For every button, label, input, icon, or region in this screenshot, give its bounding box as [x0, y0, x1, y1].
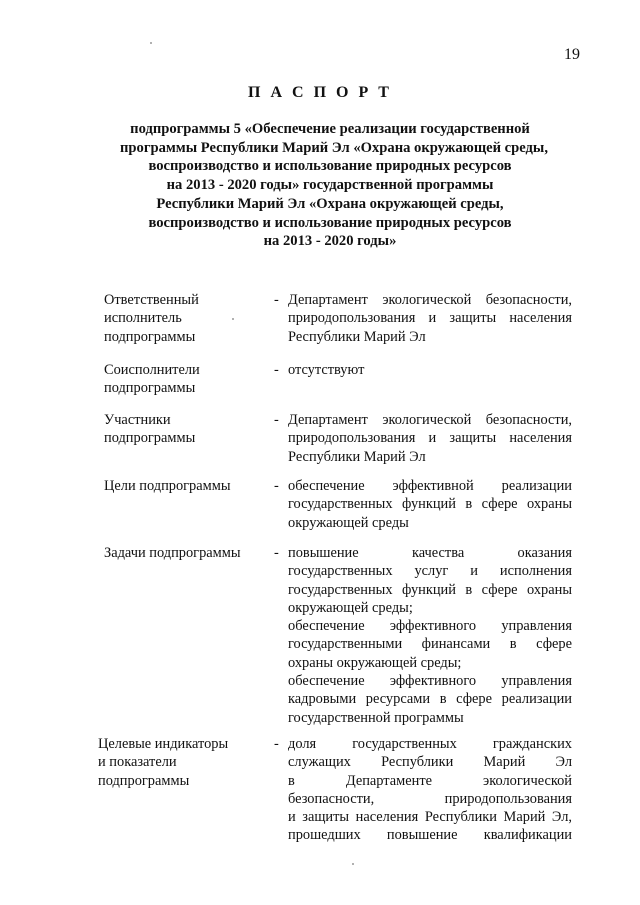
row-label [104, 477, 264, 495]
label-line: Цели подпрограммы [104, 478, 231, 494]
value-line: обеспечение эффективной реализации [288, 478, 572, 494]
subtitle-line: программы Республики Марий Эл «Охрана окружающей среды, [120, 139, 548, 156]
value-line: в Департаменте экологической [288, 772, 572, 789]
document-title: П А С П О Р Т [248, 84, 392, 101]
subtitle-line: воспроизводство и использование природных ресурсов [148, 214, 512, 231]
row-value [288, 544, 572, 727]
row-value [288, 477, 572, 532]
label-line: Соисполнители [104, 362, 200, 378]
value-line: доля государственных гражданских [288, 736, 572, 752]
row-value [288, 735, 572, 845]
document-subtitle [120, 120, 548, 251]
value-line: безопасности, природопользования [288, 790, 572, 807]
row-value [288, 291, 572, 346]
value-line: служащих Республики Марий Эл [288, 754, 572, 771]
value-line: обеспечение эффективного управления [288, 673, 572, 690]
row-dash: - [274, 545, 279, 561]
label-line: Участники [104, 412, 171, 428]
scan-speck [352, 863, 354, 865]
label-line: подпрограммы [104, 328, 196, 345]
subtitle-line: на 2013 - 2020 годы» [263, 233, 397, 250]
row-dash: - [274, 478, 279, 494]
value-line: обеспечение эффективного управления [288, 618, 572, 635]
row-label [104, 361, 264, 398]
value-line: повышение качества оказания [288, 545, 572, 561]
value-line: окружающей среды [288, 514, 409, 531]
label-line: исполнитель [104, 310, 182, 327]
label-line: и показатели [98, 754, 177, 771]
value-line: отсутствуют [288, 362, 365, 378]
value-line: государственной программы [288, 709, 464, 726]
value-line: государственных функций в сфере охраны [288, 581, 572, 598]
value-line: кадровыми ресурсами в сфере реализации [288, 691, 572, 708]
value-line: государственных услуг и исполнения [288, 563, 572, 580]
value-line: прошедших повышение квалификации [288, 827, 572, 844]
row-dash: - [274, 736, 279, 752]
label-line: Ответственный [104, 292, 199, 308]
value-line: Республики Марий Эл [288, 448, 426, 465]
subtitle-line: воспроизводство и использование природных ресурсов [148, 158, 512, 175]
value-line: и защиты населения Республики Марий Эл, [288, 809, 572, 826]
value-line: природопользования и защиты населения [288, 430, 572, 447]
subtitle-line: подпрограммы 5 «Обеспечение реализации государственной [130, 121, 530, 137]
value-line: окружающей среды; [288, 599, 413, 616]
row-dash: - [274, 292, 279, 308]
value-line: охраны окружающей среды; [288, 654, 462, 671]
value-line: природопользования и защиты населения [288, 310, 572, 327]
label-line: Задачи подпрограммы [104, 545, 241, 561]
value-line: Департамент экологической безопасности, [288, 412, 572, 428]
subtitle-line: на 2013 - 2020 годы» государственной программы [166, 177, 494, 194]
row-label [98, 735, 258, 790]
row-value [288, 361, 572, 379]
row-dash: - [274, 362, 279, 378]
label-line: подпрограммы [98, 772, 190, 789]
page-number: 19 [564, 46, 580, 63]
label-line: подпрограммы [104, 430, 196, 447]
row-label [104, 544, 264, 562]
subtitle-line: Республики Марий Эл «Охрана окружающей среды, [156, 195, 504, 212]
row-value [288, 411, 572, 466]
label-line: Целевые индикаторы [98, 736, 229, 752]
row-label [104, 411, 264, 448]
value-line: Республики Марий Эл [288, 328, 426, 345]
scan-speck [150, 42, 152, 44]
row-label [104, 291, 264, 346]
label-line: подпрограммы [104, 380, 196, 397]
value-line: Департамент экологической безопасности, [288, 292, 572, 308]
value-line: государственных функций в сфере охраны [288, 496, 572, 513]
value-line: государственными финансами в сфере [288, 636, 572, 653]
scan-speck [232, 318, 234, 320]
row-dash: - [274, 412, 279, 428]
